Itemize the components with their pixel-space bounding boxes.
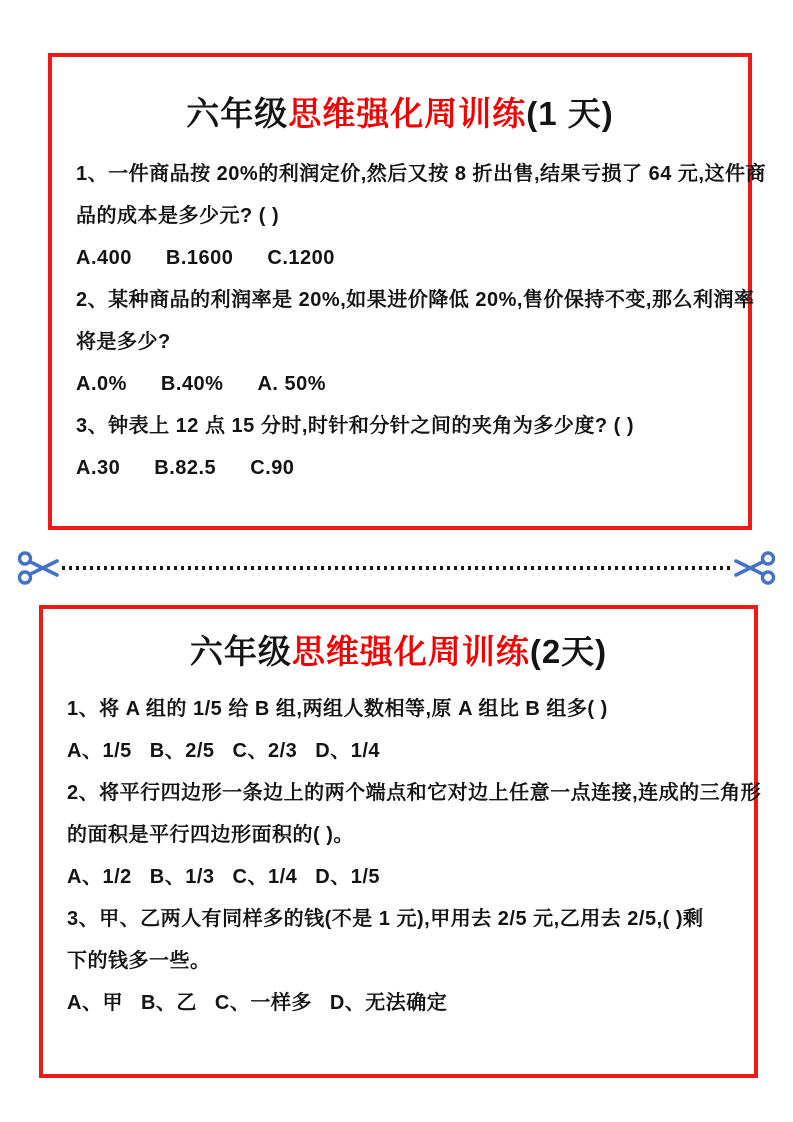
panel1-title-highlight: 思维强化周训练 — [288, 95, 527, 132]
panel1-q2-line1: 2、某种商品的利润率是 20%,如果进价降低 20%,售价保持不变,那么利润率 — [76, 289, 755, 311]
panel2-q2-options — [67, 856, 730, 898]
panel2-q2-option-a: A、1/2 — [67, 866, 132, 888]
panel1-q1-option-c: C.1200 — [267, 247, 335, 269]
scissors-icon — [733, 548, 777, 588]
panel1-q2-line2: 将是多少? — [76, 331, 171, 353]
panel1-q2-option-b: B.40% — [160, 373, 224, 395]
worksheet-panel-day2 — [39, 605, 762, 1078]
panel2-q2-option-b: B、1/3 — [149, 866, 215, 888]
panel1-title-grade: 六年级 — [186, 95, 289, 132]
worksheet-panel-day1 — [48, 53, 766, 530]
panel2-q3-option-c: C、一样多 — [214, 992, 312, 1014]
panel2-q3-option-a: A、甲 — [67, 992, 123, 1014]
panel1-q1-option-a: A.400 — [76, 247, 132, 269]
panel2-q2-line2: 的面积是平行四边形面积的( )。 — [67, 824, 354, 846]
panel2-q3-option-d: D、无法确定 — [329, 992, 448, 1014]
panel2-title-highlight: 思维强化周训练 — [291, 633, 530, 670]
panel1-q3-option-a: A.30 — [76, 457, 121, 479]
panel2-title-day: (2天) — [529, 633, 608, 670]
panel1-q3-option-c: C.90 — [250, 457, 295, 479]
panel2-q1-option-c: C、2/3 — [232, 740, 298, 762]
panel1-q3-options — [76, 447, 724, 489]
cut-dotted-line — [62, 566, 731, 570]
panel2-q1-option-a: A、1/5 — [67, 740, 132, 762]
panel2-q3-option-b: B、乙 — [140, 992, 197, 1014]
panel2-q2-option-c: C、1/4 — [232, 866, 298, 888]
panel2-q1-option-b: B、2/5 — [149, 740, 215, 762]
cut-line — [0, 547, 793, 589]
panel1-q2-options — [76, 363, 724, 405]
panel1-q1-options — [76, 237, 724, 279]
panel1-title — [76, 91, 724, 137]
panel2-q3-line1: 3、甲、乙两人有同样多的钱(不是 1 元),甲用去 2/5 元,乙用去 2/5,( )剩 — [67, 908, 704, 930]
panel2-q1-options — [67, 730, 730, 772]
panel2-q1-line1: 1、将 A 组的 1/5 给 B 组,两组人数相等,原 A 组比 B 组多( ) — [67, 698, 608, 720]
panel1-q1-line2: 品的成本是多少元? ( ) — [76, 205, 280, 227]
panel2-q2-option-d: D、1/5 — [315, 866, 380, 888]
panel1-q1-option-b: B.1600 — [165, 247, 234, 269]
scissors-icon — [16, 548, 60, 588]
panel1-q3-option-b: B.82.5 — [154, 457, 217, 479]
panel2-title-grade: 六年级 — [189, 633, 292, 670]
panel2-q3-options — [67, 982, 730, 1024]
panel2-title — [67, 629, 730, 675]
panel1-q2-option-a: A.0% — [76, 373, 127, 395]
panel1-q1-line1: 1、一件商品按 20%的利润定价,然后又按 8 折出售,结果亏损了 64 元,这件商 — [76, 163, 766, 185]
panel1-title-day: (1 天) — [526, 95, 614, 132]
panel2-q3-line2: 下的钱多一些。 — [67, 950, 211, 972]
panel1-q2-option-c: A. 50% — [257, 373, 327, 395]
panel2-q2-line1: 2、将平行四边形一条边上的两个端点和它对边上任意一点连接,连成的三角形 — [67, 782, 762, 804]
panel1-q3-line1: 3、钟表上 12 点 15 分时,时针和分针之间的夹角为多少度? ( ) — [76, 415, 635, 437]
panel2-q1-option-d: D、1/4 — [315, 740, 380, 762]
